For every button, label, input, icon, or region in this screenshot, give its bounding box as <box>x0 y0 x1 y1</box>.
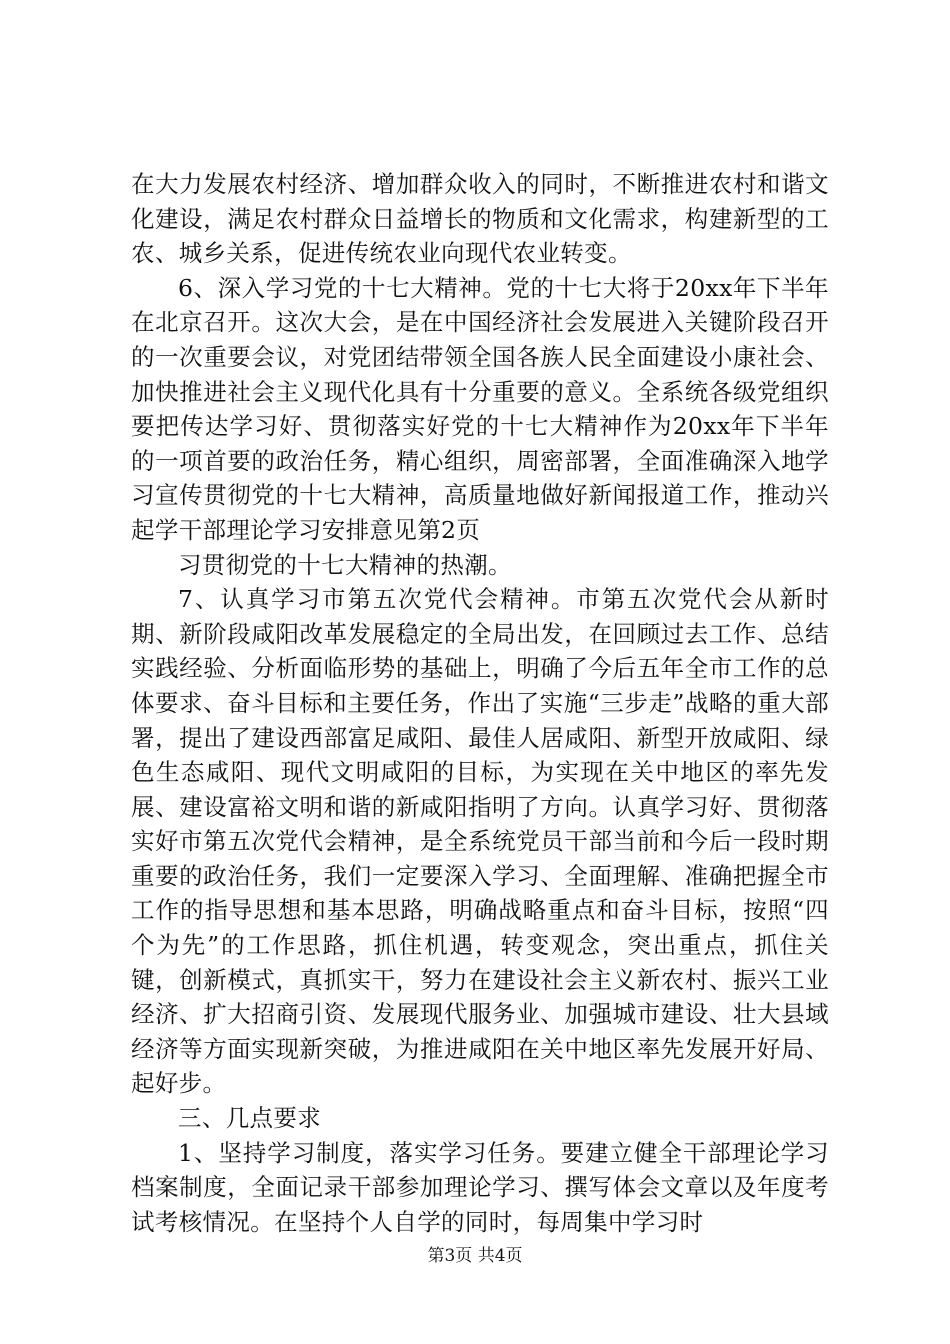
paragraph-2: 6、深入学习党的十七大精神。党的十七大将于20xx年下半年在北京召开。这次大会，是在中国经济社会发展进入关键阶段召开的一次重要会议，对党团结带领全国各族人民全面建设小康社会、加快推进社会主义现代化具有十分重要的意义。全系统各级党组织要把传达学习好、贯彻落实好党的十七大精神作为20xx年下半年的一项首要的政治任务，精心组织，周密部署，全面准确深入地学习宣传贯彻党的十七大精神，高质量地做好新闻报道工作，推动兴起学干部理论学习安排意见第2页 <box>131 273 829 544</box>
paragraph-1: 在大力发展农村经济、增加群众收入的同时，不断推进农村和谐文化建设，满足农村群众日益增长的物质和文化需求，构建新型的工农、城乡关系，促进传统农业向现代农业转变。 <box>131 170 829 268</box>
document-body <box>131 167 829 1239</box>
paragraph-4: 7、认真学习市第五次党代会精神。市第五次党代会从新时期、新阶段咸阳改革发展稳定的全局出发，在回顾过去工作、总结实践经验、分析面临形势的基础上，明确了今后五年全市工作的总体要求、奋斗目标和主要任务，作出了实施“三步走”战略的重大部署，提出了建设西部富足咸阳、最佳人居咸阳、新型开放咸阳、绿色生态咸阳、现代文明咸阳的目标，为实现在关中地区的率先发展、建设富裕文明和谐的新咸阳指明了方向。认真学习好、贯彻落实好市第五次党代会精神，是全系统党员干部当前和今后一段时期重要的政治任务，我们一定要深入学习、全面理解、准确把握全市工作的指导思想和基本思路，明确战略重点和奋斗目标，按照“四个为先”的工作思路，抓住机遇，转变观念，突出重点，抓住关键，创新模式，真抓实干，努力在建设社会主义新农村、振兴工业经济、扩大招商引资、发展现代服务业、加强城市建设、壮大县域经济等方面实现新突破，为推进咸阳在关中地区率先发展开好局、起好步。 <box>131 585 829 1098</box>
paragraph-3: 习贯彻党的十七大精神的热潮。 <box>178 550 512 579</box>
section-heading: 三、几点要求 <box>178 1104 322 1133</box>
paragraph-6: 1、坚持学习制度，落实学习任务。要建立健全干部理论学习档案制度，全面记录干部参加理论学习、撰写体会文章以及年度考试考核情况。在坚持个人自学的同时，每周集中学习时 <box>131 1138 829 1236</box>
page-footer: 第3页 共4页 <box>427 1246 523 1266</box>
